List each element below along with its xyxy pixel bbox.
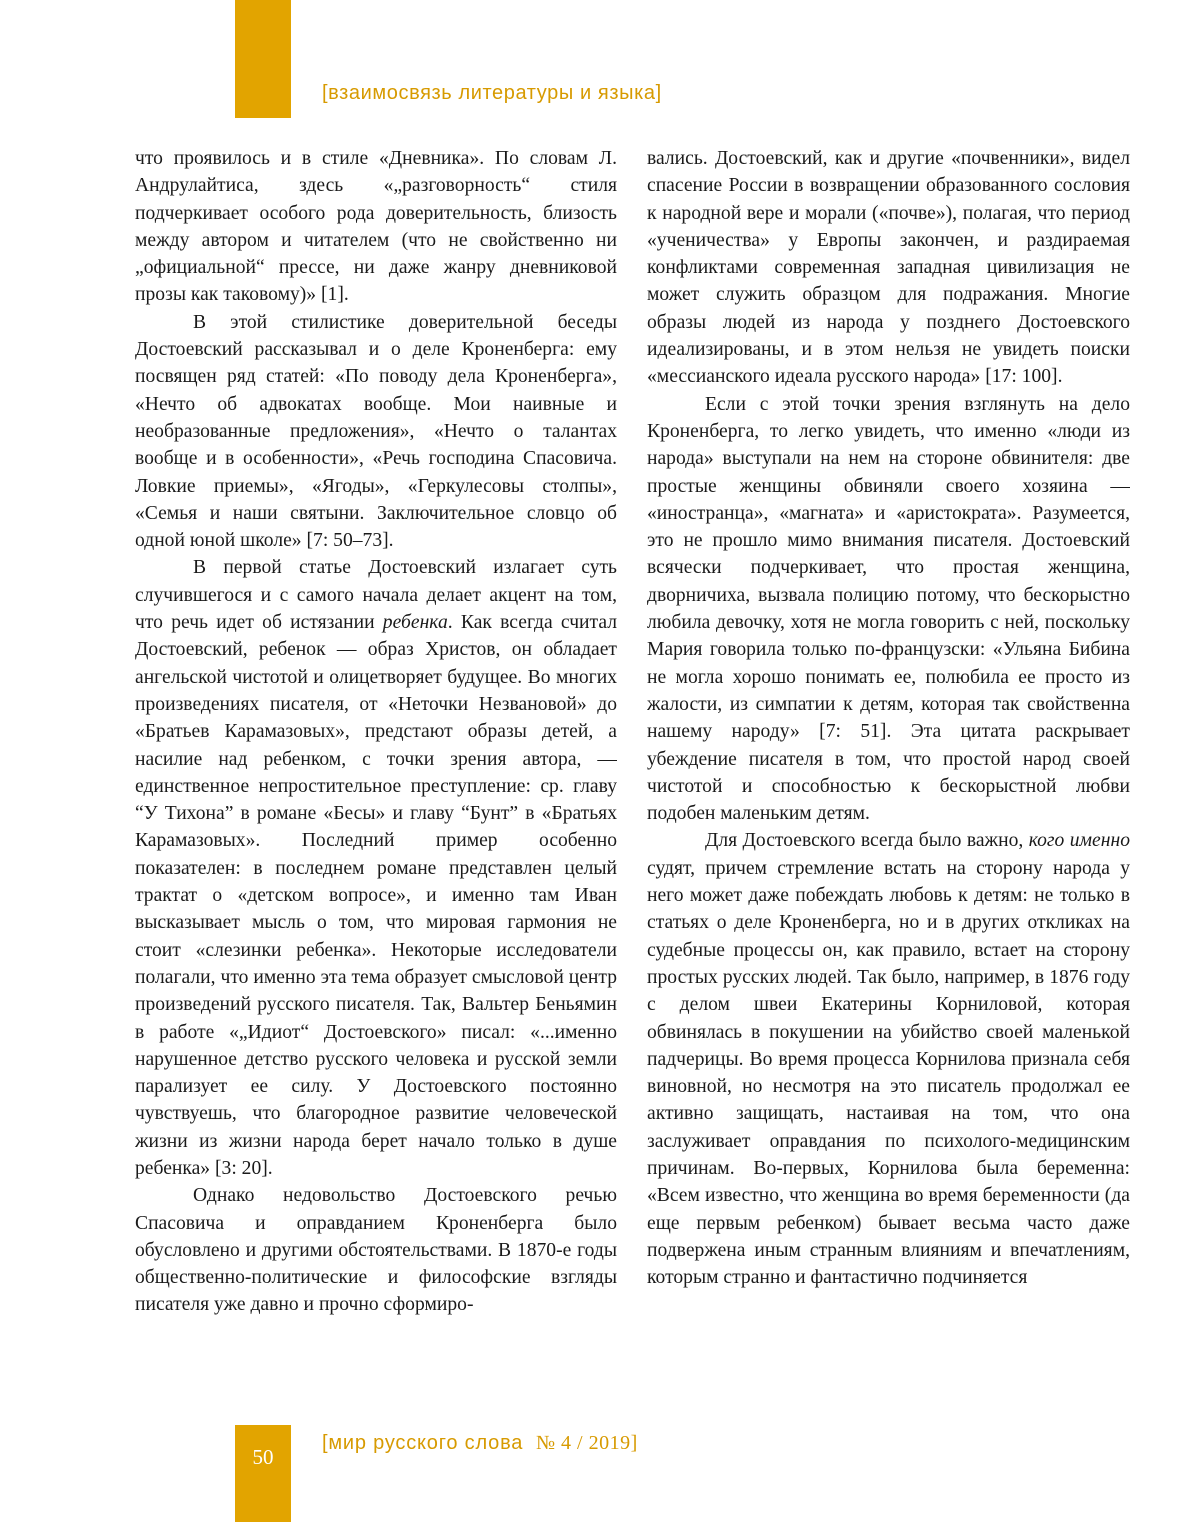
paragraph xyxy=(647,827,1130,1291)
section-title: [взаимосвязь литературы и языка] xyxy=(322,82,662,104)
text-run: . Как всегда считал Достоевский, ребенок — образ Христов, он обладает ангельской чистотой и олицетворяет будущее. Во многих произведениях писателя, от «Неточки Незвановой» до «Братьев Карамазовых», предстают образы детей, а насилие над ребенком, с точки зрения автора, — единственное непростительное преступление: ср. главу “У Тихона” в романе «Бесы» и главу “Бунт” в «Братьях Карамазовых». Последний пример особенно показателен: в последнем романе представлен целый трактат о «детском вопросе», и именно там Иван высказывает мысль о том, что мировая гармония не стоит «слезинки ребенка». Некоторые исследователи полагали, что именно эта тема образует смысловой центр произведений русского писателя. Так, Вальтер Беньямин в работе «„Идиот“ Достоевского» писал: «...именно нарушенное детство русского человека и русской земли парализует ее силу. У Достоевского постоянно чувствуешь, что благородное развитие человеческой жизни из жизни народа берет начало только в душе ребенка» [3: 20]. xyxy=(135,612,617,1179)
header-color-tab xyxy=(235,0,291,118)
page-number: 50 xyxy=(252,1445,274,1469)
journal-issue: № 4 / 2019] xyxy=(535,1432,638,1454)
paragraph: вались. Достоевский, как и другие «почвенники», видел спасение России в возвращении образованного сословия к народной вере и морали («почве»), полагая, что период «ученичества» у Европы закончен, и раздираемая конфликтами современная западная цивилизация не может служить образцом для подражания. Многие образы людей из народа у позднего Достоевского идеализированы, и в этом нельзя не увидеть поиски «мессианского идеала русского народа» [17: 100]. xyxy=(647,148,1130,388)
paragraph: Однако недовольство Достоевского речью Спасовича и оправданием Кроненберга было обусловлено и другими обстоятельствами. В 1870-е годы общественно-политические и философские взгляды писателя уже давно и прочно сформиро- xyxy=(135,1185,617,1316)
italic-text: кого именно xyxy=(1028,830,1130,852)
italic-text: ребенка xyxy=(382,612,448,634)
footer-color-tab xyxy=(235,1425,291,1522)
left-column xyxy=(135,145,617,1417)
paragraph: В этой стилистике доверительной беседы Достоевский рассказывал и о деле Кроненберга: ему посвящен ряд статей: «По поводу дела Кроненберга», «Нечто об адвокатах вообще. Мои наивные и необразованные предложения», «Нечто о талантах вообще и в особенности», «Речь господина Спасовича. Ловкие приемы», «Ягоды», «Геркулесовы столпы», «Семья и наши святыни. Заключительное словцо об одной юной школе» [7: 50–73]. xyxy=(135,311,617,552)
text-run: судят, причем стремление встать на сторону народа у него может даже побеждать любовь к детям: не только в статьях о деле Кроненберга, но и в других откликах на судебные процессы он, как правило, встает на сторону простых русских людей. Так было, например, в 1876 году с делом швеи Екатерины Корниловой, которая обвинялась в покушении на убийство своей маленькой падчерицы. Во время процесса Корнилова признала себя виновной, но несмотря на это писатель продолжал ее активно защищать, настаивая на том, что она заслуживает оправдания по психолого-медицинским причинам. Во-первых, Корнилова была беременна: «Всем известно, что женщина во время беременности (да еще первым ребенком) бывает весьма часто даже подвержена иным странным влияниям и впечатлениям, которым странно и фантастично подчиняется xyxy=(647,857,1130,1289)
journal-name: [мир русского слова xyxy=(322,1432,524,1454)
text-run: Для Достоевского всегда было важно, xyxy=(705,830,1029,852)
journal-title xyxy=(322,1432,638,1455)
paragraph xyxy=(135,554,617,1182)
paragraph: Если с этой точки зрения взглянуть на дело Кроненберга, то легко увидеть, что именно «люди из народа» выступали на нем на стороне обвинителя: две простые женщины обвиняли своего хозяина — «иностранца», «магната» и «аристократа». Разумеется, это не прошло мимо внимания писателя. Достоевский всячески подчеркивает, что простая женщина, дворничиха, вызвала полицию потому, что бескорыстно любила девочку, хотя не могла говорить с ней, поскольку Мария говорила только по-французски: «Ульяна Бибина не могла хорошо понимать ее, полюбила ее просто из жалости, из симпатии к детям, которая так свойственна нашему народу» [7: 51]. Эта цитата раскрывает убеждение писателя в том, что простой народ своей чистотой и способностью к бескорыстной любви подобен маленьким детям. xyxy=(647,393,1130,825)
paragraph: что проявилось и в стиле «Дневника». По словам Л. Андрулайтиса, здесь «„разговорность“ стиля подчеркивает особого рода доверительность, близость между автором и читателем (что не свойственно ни „официальной“ прессе, ни даже жанру дневниковой прозы как таковому)» [1]. xyxy=(135,148,617,306)
text-run: В первой статье Достоевский излагает суть случившегося и с самого начала делает акцент на том, что речь идет об истязании xyxy=(135,557,617,634)
right-column xyxy=(647,145,1130,1417)
